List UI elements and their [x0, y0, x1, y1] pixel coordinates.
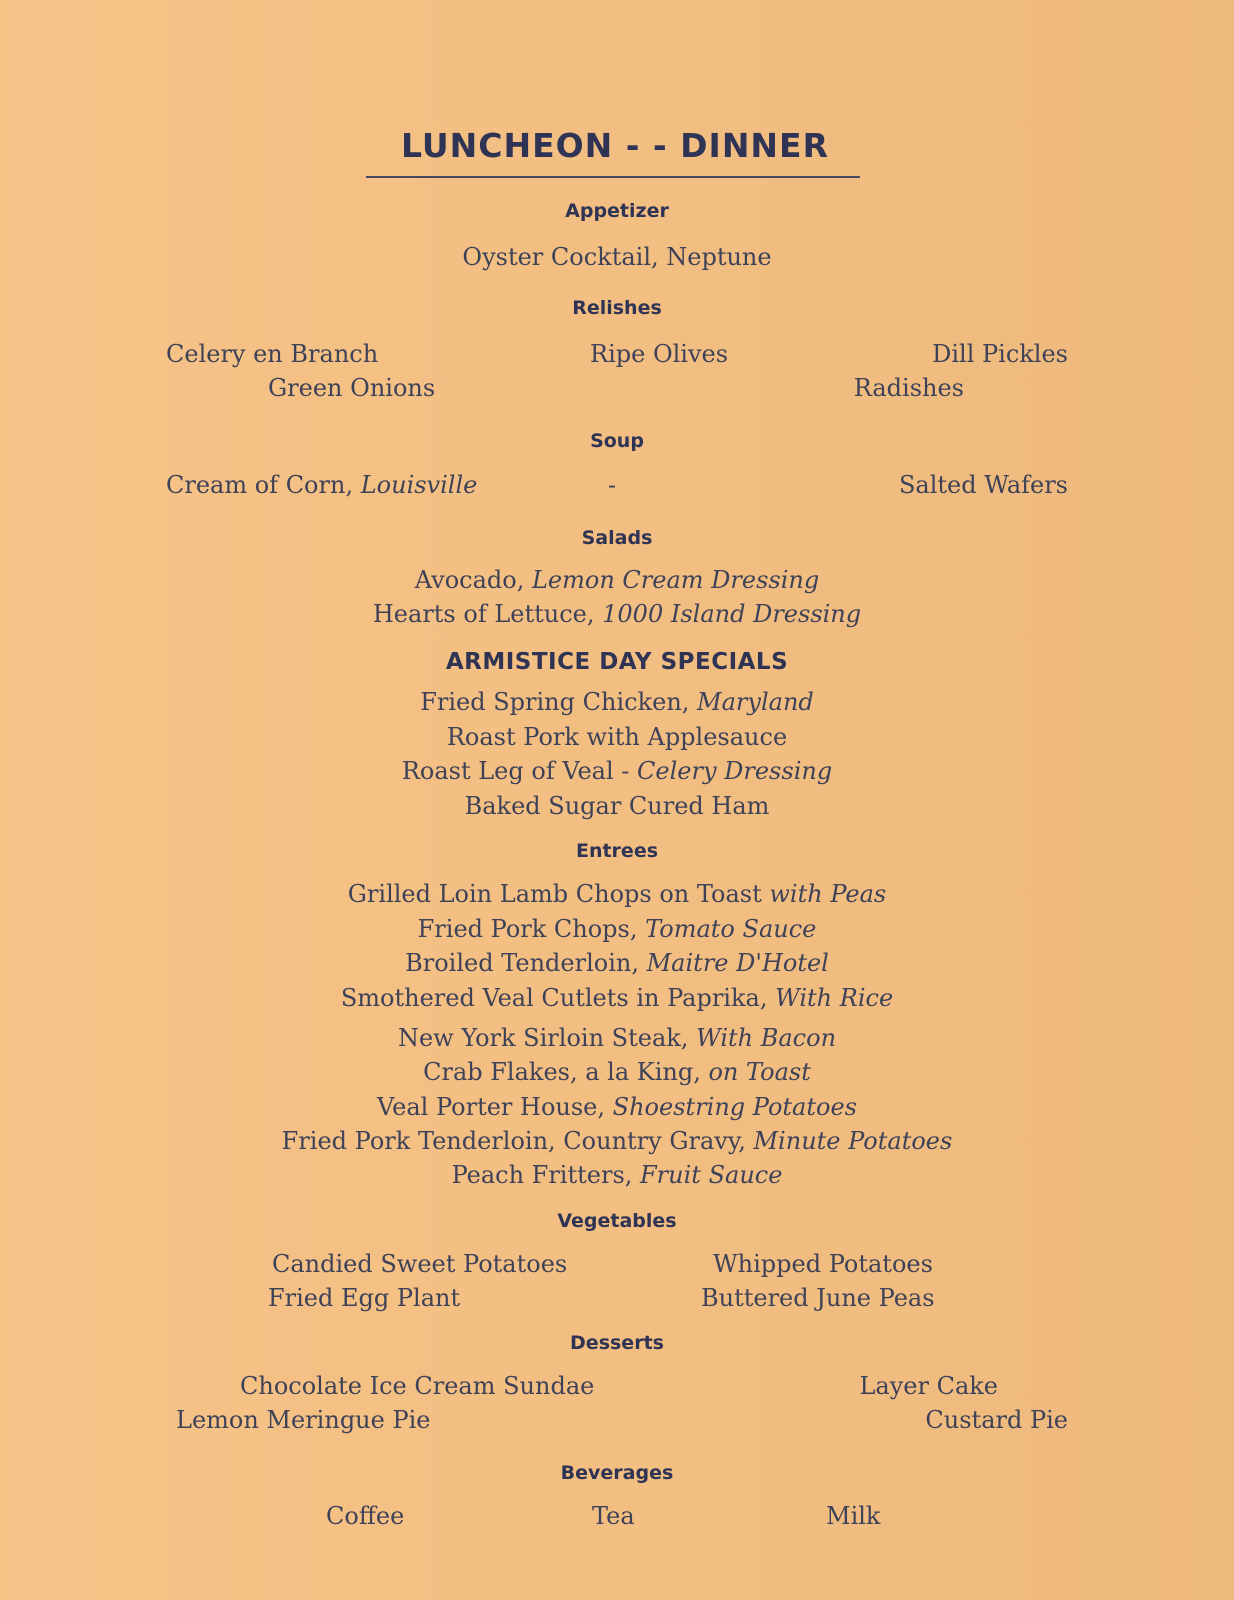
soup-style: Louisville: [360, 471, 478, 499]
soup-name: Cream of Corn,: [166, 471, 354, 499]
relish-onions: Green Onions: [268, 374, 436, 402]
entree-item-name: Grilled Loin Lamb Chops on Toast: [347, 880, 762, 908]
relish-radishes: Radishes: [853, 374, 964, 402]
entree-item-style: with Peas: [769, 880, 887, 908]
entree-item-style: Maitre D'Hotel: [646, 949, 829, 977]
beverage-tea: Tea: [592, 1502, 635, 1530]
appetizer-heading: Appetizer: [565, 200, 669, 222]
beverage-coffee: Coffee: [326, 1502, 405, 1530]
entree-item: [0, 949, 1234, 977]
salad-item-name: Avocado,: [414, 566, 525, 594]
special-item-style: Celery Dressing: [637, 757, 833, 785]
entree-item: [0, 1127, 1234, 1155]
beverage-milk: Milk: [826, 1502, 881, 1530]
beverages-heading: Beverages: [560, 1462, 674, 1484]
soup-dash: -: [608, 471, 617, 499]
entree-item: [0, 984, 1234, 1012]
entree-item-style: With Rice: [775, 984, 894, 1012]
entree-item-name: Fried Pork Chops,: [417, 915, 638, 943]
entree-item: [0, 1093, 1234, 1121]
veg-whipped: Whipped Potatoes: [713, 1250, 933, 1278]
entree-item-style: Tomato Sauce: [645, 915, 817, 943]
desserts-heading: Desserts: [570, 1332, 664, 1354]
special-item: [0, 792, 1234, 820]
special-item: [0, 757, 1234, 785]
salad-item: [0, 600, 1234, 628]
relish-olives: Ripe Olives: [590, 340, 729, 368]
salad-item-name: Hearts of Lettuce,: [372, 600, 595, 628]
entree-item: [0, 1058, 1234, 1086]
entree-item: [0, 1024, 1234, 1052]
special-item-style: Maryland: [697, 688, 814, 716]
salad-item-style: Lemon Cream Dressing: [531, 566, 820, 594]
relish-pickles: Dill Pickles: [932, 340, 1068, 368]
salad-item: [0, 566, 1234, 594]
entree-item-style: Shoestring Potatoes: [612, 1093, 857, 1121]
entrees-heading: Entrees: [575, 840, 659, 862]
dessert-sundae: Chocolate Ice Cream Sundae: [240, 1372, 595, 1400]
veg-eggplant: Fried Egg Plant: [268, 1284, 461, 1312]
title-underline: [366, 176, 860, 178]
entree-item: [0, 880, 1234, 908]
special-item-name: Roast Leg of Veal -: [401, 757, 630, 785]
soup-item: [166, 471, 477, 499]
salad-item-style: 1000 Island Dressing: [602, 600, 862, 628]
relishes-heading: Relishes: [572, 297, 662, 319]
entree-item-name: New York Sirloin Steak,: [397, 1024, 689, 1052]
appetizer-item: Oyster Cocktail, Neptune: [462, 243, 772, 271]
entree-item-style: on Toast: [708, 1058, 811, 1086]
entree-item-name: Smothered Veal Cutlets in Paprika,: [340, 984, 768, 1012]
relish-celery: Celery en Branch: [166, 340, 379, 368]
dessert-custard: Custard Pie: [925, 1406, 1068, 1434]
dessert-pie: Lemon Meringue Pie: [176, 1406, 431, 1434]
special-item: [0, 688, 1234, 716]
special-item-name: Roast Pork with Applesauce: [446, 723, 788, 751]
entree-item-name: Peach Fritters,: [451, 1161, 633, 1189]
special-item: [0, 723, 1234, 751]
entree-item-style: Fruit Sauce: [640, 1161, 783, 1189]
entree-item-name: Veal Porter House,: [377, 1093, 606, 1121]
soup-heading: Soup: [590, 430, 644, 452]
veg-sweet-potatoes: Candied Sweet Potatoes: [272, 1250, 568, 1278]
entree-item-style: Minute Potatoes: [753, 1127, 953, 1155]
menu-title: LUNCHEON - - DINNER: [400, 126, 830, 165]
entree-item-name: Crab Flakes, a la King,: [423, 1058, 701, 1086]
specials-heading: ARMISTICE DAY SPECIALS: [445, 649, 789, 675]
dessert-cake: Layer Cake: [859, 1372, 998, 1400]
entree-item-name: Broiled Tenderloin,: [405, 949, 639, 977]
veg-peas: Buttered June Peas: [701, 1284, 935, 1312]
entree-item-name: Fried Pork Tenderloin, Country Gravy,: [281, 1127, 746, 1155]
special-item-name: Fried Spring Chicken,: [420, 688, 690, 716]
special-item-name: Baked Sugar Cured Ham: [464, 792, 770, 820]
entree-item: [0, 915, 1234, 943]
salads-heading: Salads: [581, 527, 653, 549]
entree-item: [0, 1161, 1234, 1189]
soup-wafers: Salted Wafers: [898, 471, 1068, 499]
entree-item-style: With Bacon: [696, 1024, 837, 1052]
vegetables-heading: Vegetables: [557, 1210, 677, 1232]
